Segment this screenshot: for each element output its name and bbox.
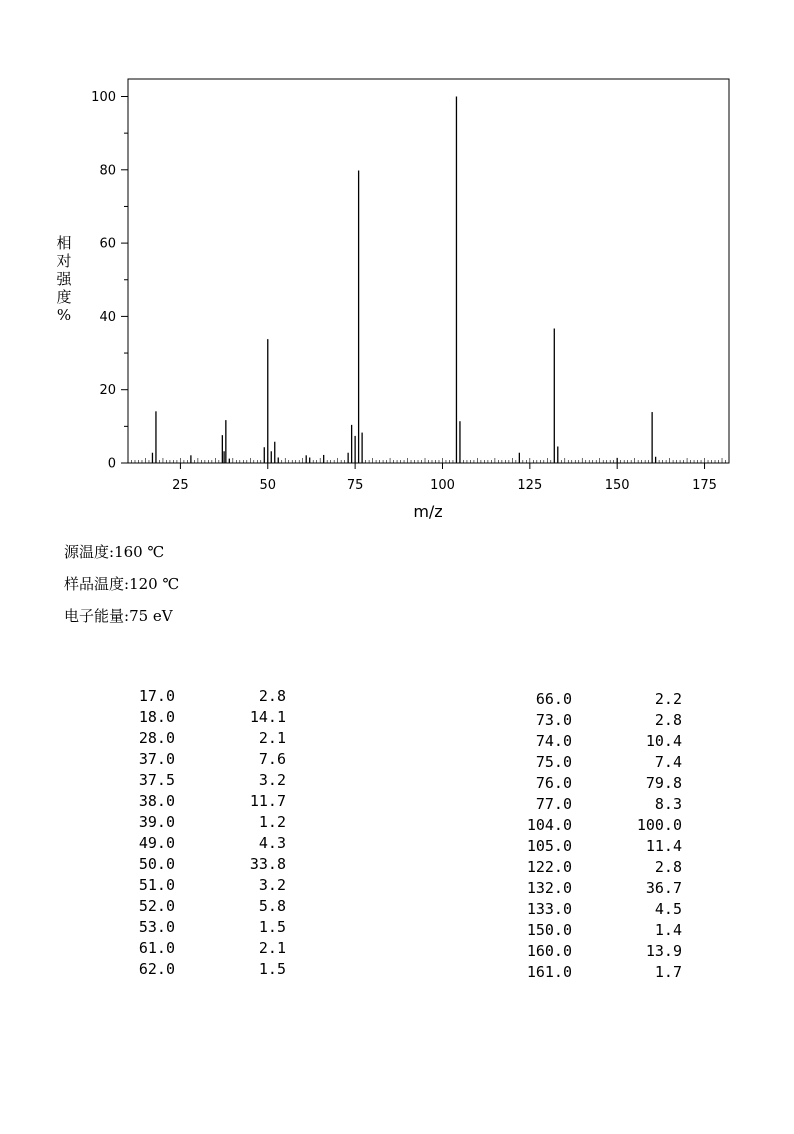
x-axis-label: m/z [413,502,443,521]
mz-cell: 38.0 [138,792,175,810]
mz-cell: 66.0 [535,690,572,708]
mz-cell: 77.0 [535,795,572,813]
x-tick-label: 175 [692,478,717,493]
table-row [0,962,682,983]
mz-cell: 53.0 [138,918,175,936]
x-axis-ticks [172,463,717,493]
condition-label: 电子能量: [64,607,130,625]
table-row [0,920,682,941]
intensity-cell: 1.4 [654,921,682,939]
mz-cell: 122.0 [526,858,572,876]
intensity-cell: 4.3 [258,834,286,852]
mz-cell: 37.5 [138,771,175,789]
mz-cell: 62.0 [138,960,175,978]
intensity-cell: 11.7 [249,792,286,810]
mz-cell: 61.0 [138,939,175,957]
mz-cell: 104.0 [526,816,572,834]
table-row [0,731,682,752]
table-row [0,878,682,899]
peak-bars [152,97,655,464]
intensity-cell: 2.1 [258,939,286,957]
condition-label: 源温度: [64,543,115,561]
condition-sample-temp [64,573,179,594]
plot-frame [128,79,729,463]
table-row [0,941,682,962]
intensity-cell: 2.8 [654,858,682,876]
mz-cell: 150.0 [526,921,572,939]
intensity-cell: 2.2 [654,690,682,708]
y-tick-label: 0 [107,456,116,472]
intensity-cell: 1.2 [258,813,286,831]
mz-cell: 51.0 [138,876,175,894]
mz-cell: 74.0 [535,732,572,750]
y-tick-label: 80 [99,163,116,179]
mz-cell: 37.0 [138,750,175,768]
x-tick-label: 50 [259,478,277,493]
intensity-cell: 7.6 [258,750,286,768]
intensity-cell: 5.8 [258,897,286,915]
mz-cell: 39.0 [138,813,175,831]
intensity-cell: 2.1 [258,729,286,747]
x-tick-label: 25 [172,478,189,493]
x-tick-label: 100 [430,478,455,493]
intensity-cell: 8.3 [654,795,682,813]
condition-label: 样品温度: [64,575,130,593]
intensity-cell: 33.8 [249,855,286,873]
mass-spectrum-chart [0,0,794,530]
y-tick-label: 60 [99,236,116,252]
mz-cell: 28.0 [138,729,175,747]
table-row [0,899,682,920]
condition-value: 120 ℃ [129,575,180,593]
mz-cell: 52.0 [138,897,175,915]
y-axis-ticks [91,90,128,472]
mz-cell: 132.0 [526,879,572,897]
x-tick-label: 125 [517,478,543,493]
table-row [0,689,682,710]
mz-cell: 76.0 [535,774,572,792]
y-tick-label: 100 [91,90,116,105]
intensity-cell: 3.2 [258,876,286,894]
condition-value: 160 ℃ [114,543,165,561]
mz-cell: 49.0 [138,834,175,852]
y-axis-label: 相对强度% [56,234,72,324]
table-row [0,752,682,773]
table-row [0,773,682,794]
intensity-cell: 3.2 [258,771,286,789]
mz-cell: 17.0 [138,687,175,705]
table-row [0,815,682,836]
intensity-cell: 79.8 [645,774,682,792]
condition-source-temp [64,541,164,562]
intensity-cell: 10.4 [645,732,682,750]
intensity-cell: 7.4 [654,753,682,771]
mz-cell: 75.0 [535,753,572,771]
condition-electron-energy [64,605,173,626]
table-row [0,794,682,815]
mz-cell: 161.0 [526,963,572,981]
x-tick-label: 75 [346,478,364,493]
mz-cell: 133.0 [526,900,572,918]
intensity-cell: 1.5 [258,918,286,936]
mz-cell: 18.0 [138,708,175,726]
mz-cell: 50.0 [138,855,175,873]
y-tick-label: 40 [99,309,116,325]
intensity-cell: 14.1 [249,708,286,726]
intensity-cell: 100.0 [636,816,682,834]
mz-cell: 73.0 [535,711,572,729]
intensity-cell: 1.5 [258,960,286,978]
intensity-cell: 2.8 [258,687,286,705]
intensity-cell: 4.5 [654,900,682,918]
intensity-cell: 1.7 [654,963,682,981]
intensity-cell: 13.9 [645,942,682,960]
table-row [0,710,682,731]
table-row [0,857,682,878]
mz-cell: 105.0 [526,837,572,855]
condition-value: 75 eV [129,607,173,625]
table-row [0,836,682,857]
mz-cell: 160.0 [526,942,572,960]
x-minor-ticks [131,458,725,463]
intensity-cell: 36.7 [645,879,682,897]
x-tick-label: 150 [604,478,630,493]
y-tick-label: 20 [99,383,116,399]
intensity-cell: 11.4 [645,837,682,855]
intensity-cell: 2.8 [654,711,682,729]
